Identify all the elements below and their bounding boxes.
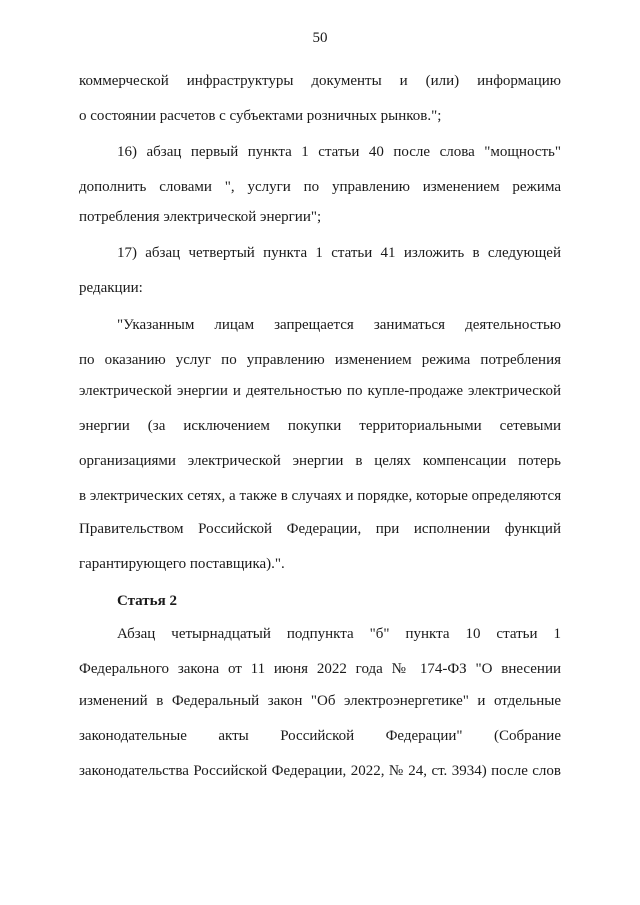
text-line: Федерального закона от 11 июня 2022 года № 174-ФЗ "О внесении	[79, 661, 561, 677]
text-line: электрической энергии и деятельностью по купле-продаже электрической	[79, 383, 561, 399]
text-line: Абзац четырнадцатый подпункта "б" пункта 10 статьи 1	[117, 626, 561, 642]
text-line: редакции:	[79, 280, 143, 296]
text-line: потребления электрической энергии";	[79, 209, 322, 225]
page-number: 50	[312, 30, 328, 46]
text-line: законодательства Российской Федерации, 2022, № 24, ст. 3934) после слов	[79, 763, 561, 779]
text-line: организациями электрической энергии в целях компенсации потерь	[79, 453, 561, 469]
text-line: "Указанным лицам запрещается заниматься деятельностью	[117, 317, 561, 333]
text-line: 17) абзац четвертый пункта 1 статьи 41 изложить в следующей	[117, 245, 561, 261]
text-line: по оказанию услуг по управлению изменением режима потребления	[79, 352, 561, 368]
text-line: законодательные акты Российской Федерации" (Собрание	[79, 728, 561, 744]
text-line: 16) абзац первый пункта 1 статьи 40 после слова "мощность"	[117, 144, 561, 160]
text-line: изменений в Федеральный закон "Об электроэнергетике" и отдельные	[79, 693, 561, 709]
text-line: в электрических сетях, а также в случаях и порядке, которые определяются	[79, 488, 562, 504]
text-line: о состоянии расчетов с субъектами розничных рынков.";	[79, 108, 442, 124]
text-line: Правительством Российской Федерации, при исполнении функций	[79, 521, 561, 537]
text-line: дополнить словами ", услуги по управлению изменением режима	[79, 179, 561, 195]
section-heading: Статья 2	[117, 593, 177, 609]
text-line: гарантирующего поставщика).".	[79, 556, 285, 572]
text-line: энергии (за исключением покупки территориальными сетевыми	[79, 418, 561, 434]
text-line: коммерческой инфраструктуры документы и (или) информацию	[79, 73, 561, 89]
